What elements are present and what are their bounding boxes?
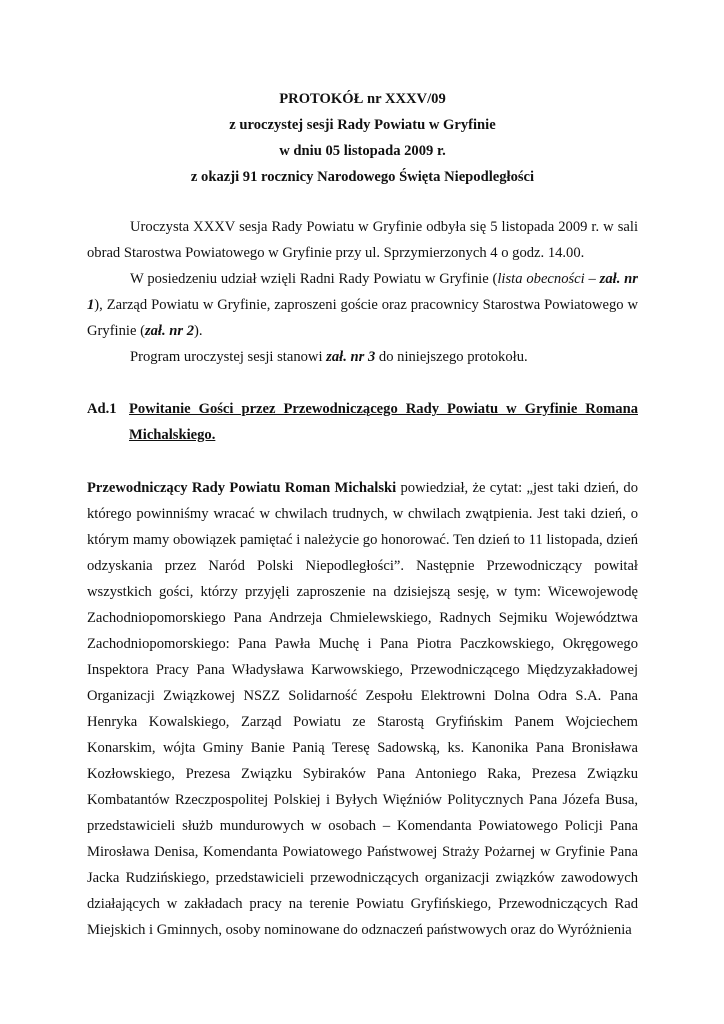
occasion-line: z okazji 91 rocznicy Narodowego Święta Niepodległości [190,169,535,185]
intro-paragraph-1: Uroczysta XXXV sesja Rady Powiatu w Gryfinie odbyła się 5 listopada 2009 r. w sali obrad Starostwa Powiatowego w Gryfinie przy ul. Sprzymierzonych 4 o godz. 14.00. [87,219,638,261]
attendance-list-ref: lista obecności – [497,271,600,287]
program-text-b: do niniejszego protokołu. [375,349,528,365]
attendance-text-b: ), Zarząd Powiatu w Gryfinie, zaproszeni goście oraz pracownicy Starostwa Powiatowego w Gryfinie ( [87,297,638,339]
session-subtitle: z uroczystej sesji Rady Powiatu w Gryfinie [229,117,496,133]
section-number: Ad.1 [87,401,117,417]
protocol-title: PROTOKÓŁ nr XXXV/09 [279,91,446,107]
attendance-text-c: ). [194,323,203,339]
body-text: powiedział, że cytat: „jest taki dzień, do którego powinniśmy wracać w chwilach trudnych, w chwilach zwątpienia. Jest taki dzień, o którym mamy obowiązek pamiętać i należycie go honorować. Ten dzień to 11 listopada, dzień odzyskania przez Naród Polski Niepodległości”. Następnie Przewodniczący powitał wszystkich gości, którzy przyjęli zaproszenie na dzisiejszą sesję, w tym: Wicewojewodę Zachodniopomorskiego Pana Andrzeja Chmielewskiego, Radnych Sejmiku Województwa Zachodniopomorskiego: Pana Pawła Muchę i Pana Piotra Paczkowskiego, Okręgowego Inspektora Pracy Pana Władysława Karwowskiego, Przewodniczącego Międzyzakładowej Organizacji Związkowej NSZZ Solidarność Zespołu Elektrowni Dolna Odra S.A. Pana Henryka Kowalskiego, Zarząd Powiatu ze Starostą Gryfińskim Panem Wojciechem Konarskim, wójta Gminy Banie Panią Teresę Sadowską, ks. Kanonika Pana Bronisława Kozłowskiego, Prezesa Związku Sybiraków Pana Antoniego Raka, Prezesa Związku Kombatantów Rzeczpospolitej Polskiej i Byłych Więźniów Politycznych Pana Józefa Busa, przedstawicieli służb mundurowych w osobach – Komendanta Powiatowego Policji Pana Mirosława Denisa, Komendanta Powiatowego Państwowej Straży Pożarnej w Gryfinie Pana Jacka Rudzińskiego, przedstawicieli przewodniczących organizacji związków zawodowych działających w zakładach pracy na terenie Powiatu Gryfińskiego, Przewodniczących Rad Miejskich i Gminnych, osoby nominowane do odznaczeń państwowych oraz do Wyróżnienia [87,480,638,938]
program-text-a: Program uroczystej sesji stanowi [130,349,327,365]
session-date: w dniu 05 listopada 2009 r. [279,143,446,159]
body-paragraph [87,475,638,943]
document-header [87,86,638,190]
section-title-line-2: Michalskiego. [129,427,216,443]
speaker-name: Przewodniczący Rady Powiatu Roman Michalski [87,480,397,496]
attachment-2-ref: zał. nr 2 [144,323,195,339]
section-heading-1 [87,396,638,448]
intro-paragraph-3 [87,344,638,370]
section-title [129,396,638,448]
intro-paragraph-2 [87,266,638,344]
attachment-3-ref: zał. nr 3 [326,349,376,365]
section-title-line-1: Powitanie Gości przez Przewodniczącego Rady Powiatu w Gryfinie Romana [129,401,638,417]
attachment-1-ref: zał. nr 1 [87,271,638,313]
attendance-text-a: W posiedzeniu udział wzięli Radni Rady Powiatu w Gryfinie ( [130,271,498,287]
